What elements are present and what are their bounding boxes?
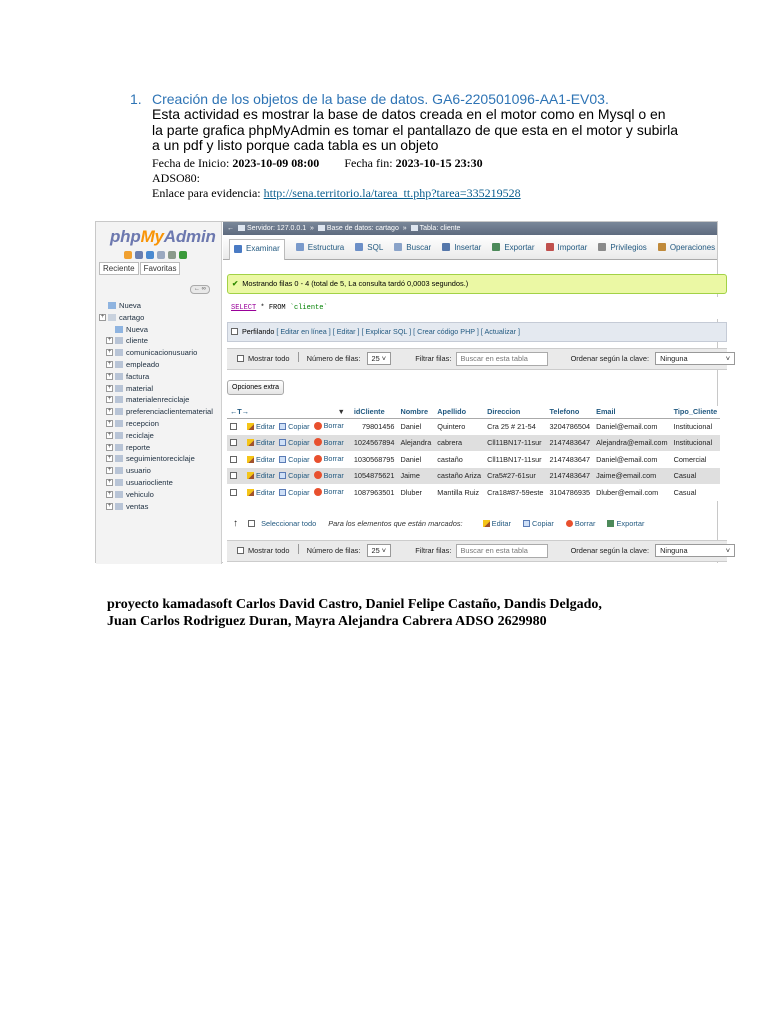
- arrow-up-icon: ↑: [233, 518, 238, 529]
- cell-telefono[interactable]: 2147483647: [546, 435, 593, 452]
- bulk-copiar-button[interactable]: Copiar: [532, 519, 554, 528]
- table-row: [227, 435, 720, 452]
- expand-icon[interactable]: +: [107, 384, 112, 391]
- expand-icon[interactable]: +: [107, 360, 112, 367]
- expand-icon[interactable]: +: [107, 372, 112, 379]
- mostrar-todo-label: Mostrar todo: [248, 354, 290, 363]
- tree-item-label: empleado: [126, 359, 160, 369]
- bulk-editar-button[interactable]: Editar: [491, 519, 511, 528]
- table-row: [227, 468, 720, 485]
- expand-icon[interactable]: +: [107, 490, 112, 497]
- estructura-icon: [296, 243, 304, 251]
- ordenar-label: Ordenar según la clave:: [570, 546, 650, 555]
- delete-icon: [314, 488, 322, 496]
- filtrar-input-bottom[interactable]: Buscar en esta tabla: [456, 544, 548, 558]
- sql-table-name: `cliente`: [289, 304, 328, 312]
- table-icon: [115, 361, 123, 368]
- copy-icon: [279, 423, 286, 430]
- heading-text: Creación de los objetos de la base de datos. GA6-220501096-AA1-EV03.: [152, 91, 609, 107]
- ordenar-label: Ordenar según la clave:: [570, 354, 650, 363]
- breadcrumb: ← Servidor: 127.0.0.1 » Base de datos: cartago » Tabla: cliente: [223, 222, 717, 235]
- tree-item-label: Nueva: [126, 324, 148, 334]
- col-apellido[interactable]: Apellido: [434, 406, 484, 418]
- row-copiar-button[interactable]: Copiar: [279, 488, 310, 497]
- cell-tipo_cliente[interactable]: Casual: [671, 468, 721, 485]
- home-icon[interactable]: [124, 251, 132, 259]
- breadcrumb-server[interactable]: Servidor: 127.0.0.1: [246, 225, 307, 232]
- tree-item[interactable]: [96, 430, 222, 442]
- num-filas-label: Número de filas:: [306, 546, 361, 555]
- col-email[interactable]: Email: [593, 406, 671, 418]
- settings-icon[interactable]: [168, 251, 176, 259]
- expand-icon[interactable]: +: [107, 408, 112, 415]
- cell-email[interactable]: Dluber@email.com: [593, 484, 671, 501]
- cell-telefono[interactable]: 2147483647: [546, 451, 593, 468]
- col-telefono[interactable]: Telefono: [546, 406, 593, 418]
- cell-direccion[interactable]: Cra5#27-61sur: [484, 468, 546, 485]
- table-icon: [115, 432, 123, 439]
- tree-item-label: reciclaje: [126, 430, 154, 440]
- operaciones-icon: [658, 243, 666, 251]
- cell-idcliente[interactable]: 79801456: [351, 418, 398, 435]
- cell-apellido[interactable]: castaño Ariza: [434, 468, 484, 485]
- cell-apellido[interactable]: Quintero: [434, 418, 484, 435]
- row-copiar-button[interactable]: Copiar: [279, 455, 310, 464]
- table-icon: [108, 314, 116, 321]
- privilegios-icon: [598, 243, 606, 251]
- tree-item[interactable]: [96, 324, 222, 336]
- tab-privilegios[interactable]: Privilegios: [598, 243, 646, 252]
- tree-item-label: factura: [126, 371, 150, 381]
- perfilando-label: Perfilando: [242, 327, 275, 336]
- cell-nombre[interactable]: Jaime: [397, 468, 434, 485]
- perfilando-checkbox[interactable]: [231, 328, 238, 335]
- document-header: [130, 91, 690, 201]
- tree-item-label: usuariocliente: [126, 477, 173, 487]
- credits-line: proyecto kamadasoft Carlos David Castro, Daniel Felipe Castaño, Dandis Delgado,: [107, 597, 602, 612]
- sql-star-from: * FROM: [256, 304, 290, 312]
- row-borrar-button[interactable]: Borrar: [314, 454, 344, 463]
- cell-idcliente[interactable]: 1087963501: [351, 484, 398, 501]
- cell-direccion[interactable]: Cra18#87-59este: [484, 484, 546, 501]
- table-row: [227, 484, 720, 501]
- evidence-label: Enlace para evidencia:: [152, 185, 261, 200]
- activity-description: [130, 107, 690, 154]
- row-checkbox[interactable]: [230, 489, 237, 496]
- sql-icon: [355, 243, 363, 251]
- tab-reciente[interactable]: Reciente: [99, 262, 139, 275]
- tree-item[interactable]: [96, 501, 222, 513]
- delete-icon: [314, 471, 322, 479]
- dates-line: [130, 156, 690, 171]
- sidebar-toolbar: [124, 251, 221, 259]
- ordenar-select-bottom[interactable]: Ninguna ˅: [655, 544, 735, 557]
- success-message: [227, 274, 727, 294]
- importar-icon: [546, 243, 554, 251]
- collapse-arrow-icon[interactable]: ←: [227, 225, 234, 232]
- evidence-link[interactable]: http://sena.territorio.la/tarea_tt.php?tarea=335219528: [263, 185, 521, 200]
- sql-query: [227, 297, 727, 319]
- table-icon: [115, 503, 123, 510]
- tree-item-label: preferenciaclientematerial: [126, 407, 213, 417]
- cell-email[interactable]: Daniel@email.com: [593, 451, 671, 468]
- tree-item-label: cartago: [119, 312, 145, 322]
- cell-email[interactable]: Alejandra@email.com: [593, 435, 671, 452]
- tree-item[interactable]: [96, 465, 222, 477]
- tab-exportar[interactable]: Exportar: [492, 243, 534, 252]
- cell-direccion[interactable]: Cll11BN17-11sur: [484, 451, 546, 468]
- reload-icon[interactable]: [179, 251, 187, 259]
- table-icon: [115, 337, 123, 344]
- tree-item[interactable]: [96, 406, 222, 418]
- tree-item-label: Nueva: [119, 301, 141, 310]
- tree-item-label: ventas: [126, 501, 149, 511]
- expand-icon[interactable]: +: [107, 419, 112, 426]
- main-tabs: [223, 235, 717, 260]
- evidence-line: [130, 186, 690, 201]
- cell-apellido[interactable]: Mantilla Ruiz: [434, 484, 484, 501]
- column-nav-header[interactable]: ←T→ ▼: [227, 406, 351, 418]
- row-borrar-button[interactable]: Borrar: [314, 421, 344, 430]
- database-icon: [318, 225, 325, 231]
- cell-apellido[interactable]: castaño: [434, 451, 484, 468]
- description-line: a un pdf y listo porque cada tabla es un objeto: [152, 137, 439, 153]
- table-icon: [115, 349, 123, 356]
- cell-nombre[interactable]: Daniel: [397, 451, 434, 468]
- insertar-icon: [442, 243, 450, 251]
- copy-icon: [279, 456, 286, 463]
- cell-telefono[interactable]: 3104786935: [546, 484, 593, 501]
- cell-idcliente[interactable]: 1054875621: [351, 468, 398, 485]
- sql-keyword-select[interactable]: SELECT: [231, 304, 257, 312]
- examinar-icon: [234, 245, 242, 253]
- tree-item[interactable]: [96, 477, 222, 489]
- breadcrumb-database[interactable]: Base de datos: cartago: [326, 225, 399, 232]
- opciones-extra-button[interactable]: Opciones extra: [227, 380, 284, 395]
- tree-item-label: materialenreciclaje: [126, 395, 190, 405]
- row-borrar-button[interactable]: Borrar: [314, 471, 344, 480]
- credits-line: Juan Carlos Rodriguez Duran, Mayra Alejandra Cabrera ADSO 2629980: [107, 614, 547, 629]
- cell-nombre[interactable]: Daniel: [397, 418, 434, 435]
- tree-item[interactable]: [96, 453, 222, 465]
- table-icon: [115, 467, 123, 474]
- cell-email[interactable]: Jaime@email.com: [593, 468, 671, 485]
- expand-icon[interactable]: +: [107, 455, 112, 462]
- new-icon: [108, 302, 116, 309]
- tab-operaciones[interactable]: Operaciones: [658, 243, 715, 252]
- description-line: Esta actividad es mostrar la base de datos creada en el motor como en Mysql o en: [152, 106, 666, 122]
- pencil-icon: [247, 423, 254, 430]
- table-icon: [115, 373, 123, 380]
- sql-links[interactable]: [ Editar en línea ] [ Editar ] [ Explicar SQL ] [ Crear código PHP ] [ Actualizar ]: [276, 327, 521, 336]
- table-row: [227, 451, 720, 468]
- tree-item[interactable]: [96, 359, 222, 371]
- description-line: la parte grafica phpMyAdmin es tomar el pantallazo de que esta en el motor y subirla: [152, 121, 679, 138]
- delete-icon: [314, 422, 322, 430]
- row-editar-button[interactable]: Editar: [247, 422, 275, 431]
- section-heading: [130, 91, 690, 107]
- pma-main: [223, 222, 731, 564]
- expand-icon[interactable]: +: [107, 396, 112, 403]
- pencil-icon: [483, 520, 490, 527]
- tree-item[interactable]: [96, 418, 222, 430]
- mostrar-todo-checkbox-bottom[interactable]: [237, 547, 244, 554]
- phpmyadmin-screenshot: [95, 221, 731, 563]
- expand-icon[interactable]: +: [107, 349, 112, 356]
- pencil-icon: [247, 456, 254, 463]
- tree-item-label: vehiculo: [126, 489, 154, 499]
- exportar-icon: [492, 243, 500, 251]
- expand-icon[interactable]: +: [107, 443, 112, 450]
- num-filas-select[interactable]: 25 ˅: [367, 352, 392, 365]
- tree-item[interactable]: [96, 442, 222, 454]
- row-borrar-button[interactable]: Borrar: [314, 487, 344, 496]
- sort-icon: ▼: [337, 407, 345, 417]
- filtrar-label: Filtrar filas:: [415, 354, 452, 363]
- cell-telefono[interactable]: 2147483647: [546, 468, 593, 485]
- sidebar-tabs: [99, 262, 221, 275]
- table-icon: [115, 420, 123, 427]
- row-editar-button[interactable]: Editar: [247, 455, 275, 464]
- docs-icon[interactable]: [157, 251, 165, 259]
- cell-tipo_cliente[interactable]: Comercial: [671, 451, 721, 468]
- expand-icon[interactable]: +: [107, 467, 112, 474]
- bulk-borrar-button[interactable]: Borrar: [574, 519, 596, 528]
- table-icon: [115, 396, 123, 403]
- check-icon: ✔: [232, 279, 239, 288]
- fecha-inicio-label: Fecha de Inicio:: [152, 155, 230, 170]
- tree-item[interactable]: [96, 300, 222, 312]
- new-icon: [115, 326, 123, 333]
- heading-number: 1.: [130, 91, 142, 107]
- tree-item-label: comunicacionusuario: [126, 348, 198, 358]
- copy-icon: [279, 439, 286, 446]
- tree-item-label: cliente: [126, 336, 148, 346]
- server-icon: [238, 225, 245, 231]
- success-text: Mostrando filas 0 - 4 (total de 5, La consulta tardó 0,0003 segundos.): [242, 279, 469, 288]
- table-icon: [115, 444, 123, 451]
- tree-item-label: recepcion: [126, 418, 159, 428]
- table-icon: [115, 491, 123, 498]
- mostrar-todo-checkbox[interactable]: [237, 355, 244, 362]
- tree-item-label: usuario: [126, 466, 151, 476]
- seleccionar-todo-label[interactable]: Seleccionar todo: [261, 519, 317, 528]
- phpmyadmin-logo[interactable]: phpMyAdmin: [110, 227, 216, 246]
- delete-icon: [314, 438, 322, 446]
- table-icon: [115, 479, 123, 486]
- pencil-icon: [247, 472, 254, 479]
- copy-icon: [279, 489, 286, 496]
- row-editar-button[interactable]: Editar: [247, 471, 275, 480]
- breadcrumb-table[interactable]: Tabla: cliente: [419, 225, 461, 232]
- col-direccion[interactable]: Direccion: [484, 406, 546, 418]
- pma-sidebar: [96, 222, 222, 564]
- col-idcliente[interactable]: idCliente: [351, 406, 398, 418]
- expand-icon[interactable]: +: [107, 502, 112, 509]
- table-icon: [115, 385, 123, 392]
- cell-idcliente[interactable]: 1024567894: [351, 435, 398, 452]
- export-icon: [607, 520, 614, 527]
- tab-sql[interactable]: SQL: [355, 243, 383, 252]
- row-copiar-button[interactable]: Copiar: [279, 471, 310, 480]
- tree-item[interactable]: [96, 383, 222, 395]
- pencil-icon: [247, 489, 254, 496]
- pencil-icon: [247, 439, 254, 446]
- cell-idcliente[interactable]: 1030568795: [351, 451, 398, 468]
- delete-icon: [566, 520, 573, 527]
- cell-nombre[interactable]: Alejandra: [397, 435, 434, 452]
- tab-favoritas[interactable]: Favoritas: [140, 262, 181, 275]
- copy-icon: [279, 472, 286, 479]
- row-editar-button[interactable]: Editar: [247, 488, 275, 497]
- sql-options-bar: [227, 322, 727, 342]
- cell-tipo_cliente[interactable]: Institucional: [671, 418, 721, 435]
- navigation-bar-top: [227, 348, 731, 370]
- tree-item[interactable]: [96, 371, 222, 383]
- navigation-bar-bottom: [227, 540, 731, 562]
- expand-icon[interactable]: +: [107, 478, 112, 485]
- results-table: [227, 406, 720, 501]
- cell-direccion[interactable]: Cll11BN17-11sur: [484, 435, 546, 452]
- tree-item[interactable]: [96, 347, 222, 359]
- cell-nombre[interactable]: Dluber: [397, 484, 434, 501]
- num-filas-select-bottom[interactable]: 25 ˅: [367, 544, 392, 557]
- col-tipo-cliente[interactable]: Tipo_Cliente: [671, 406, 721, 418]
- collapse-link-button[interactable]: ← ∞: [190, 285, 210, 294]
- para-los-label: Para los elementos que están marcados:: [328, 519, 463, 528]
- filtrar-input[interactable]: Buscar en esta tabla: [456, 352, 548, 366]
- seleccionar-todo-checkbox[interactable]: [248, 520, 255, 527]
- tab-examinar[interactable]: Examinar: [229, 239, 285, 260]
- fecha-inicio-value: 2023-10-09 08:00: [232, 155, 320, 170]
- buscar-icon: [394, 243, 402, 251]
- expand-icon[interactable]: +: [100, 313, 105, 320]
- cell-direccion[interactable]: Cra 25 # 21-54: [484, 418, 546, 435]
- cell-telefono[interactable]: 3204786504: [546, 418, 593, 435]
- project-credits: [107, 596, 667, 630]
- row-checkbox[interactable]: [230, 456, 237, 463]
- row-checkbox[interactable]: [230, 439, 237, 446]
- filtrar-label: Filtrar filas:: [415, 546, 452, 555]
- col-nombre[interactable]: Nombre: [397, 406, 434, 418]
- row-editar-button[interactable]: Editar: [247, 438, 275, 447]
- tree-item-label: seguimientoreciclaje: [126, 454, 195, 464]
- fecha-fin-label: Fecha fin:: [344, 155, 393, 170]
- tree-item[interactable]: [96, 312, 222, 324]
- tree-item[interactable]: [96, 394, 222, 406]
- bulk-actions-bar: [227, 515, 727, 533]
- copy-icon: [523, 520, 530, 527]
- expand-icon[interactable]: +: [107, 337, 112, 344]
- database-icon[interactable]: [135, 251, 143, 259]
- tree-item[interactable]: [96, 335, 222, 347]
- tab-insertar[interactable]: Insertar: [442, 243, 481, 252]
- tab-estructura[interactable]: Estructura: [296, 243, 344, 252]
- num-filas-label: Número de filas:: [306, 354, 361, 363]
- mostrar-todo-label: Mostrar todo: [248, 546, 290, 555]
- row-copiar-button[interactable]: Copiar: [279, 438, 310, 447]
- row-checkbox[interactable]: [230, 423, 237, 430]
- cell-email[interactable]: Daniel@email.com: [593, 418, 671, 435]
- row-copiar-button[interactable]: Copiar: [279, 422, 310, 431]
- table-icon: [115, 455, 123, 462]
- cell-tipo_cliente[interactable]: Institucional: [671, 435, 721, 452]
- ordenar-select[interactable]: Ninguna ˅: [655, 352, 735, 365]
- fecha-fin-value: 2023-10-15 23:30: [395, 155, 483, 170]
- table-icon: [411, 225, 418, 231]
- tree-item-label: reporte: [126, 442, 151, 452]
- database-tree: [96, 300, 222, 512]
- tab-buscar[interactable]: Buscar: [394, 243, 431, 252]
- tree-item[interactable]: [96, 489, 222, 501]
- table-row: [227, 418, 720, 435]
- bulk-exportar-button[interactable]: Exportar: [616, 519, 645, 528]
- info-icon[interactable]: [146, 251, 154, 259]
- tab-importar[interactable]: Importar: [546, 243, 588, 252]
- cell-apellido[interactable]: cabrera: [434, 435, 484, 452]
- row-checkbox[interactable]: [230, 472, 237, 479]
- tree-item-label: material: [126, 383, 154, 393]
- cell-tipo_cliente[interactable]: Casual: [671, 484, 721, 501]
- delete-icon: [314, 455, 322, 463]
- expand-icon[interactable]: +: [107, 431, 112, 438]
- table-icon: [115, 408, 123, 415]
- program-line: ADSO80:: [152, 170, 201, 185]
- row-borrar-button[interactable]: Borrar: [314, 438, 344, 447]
